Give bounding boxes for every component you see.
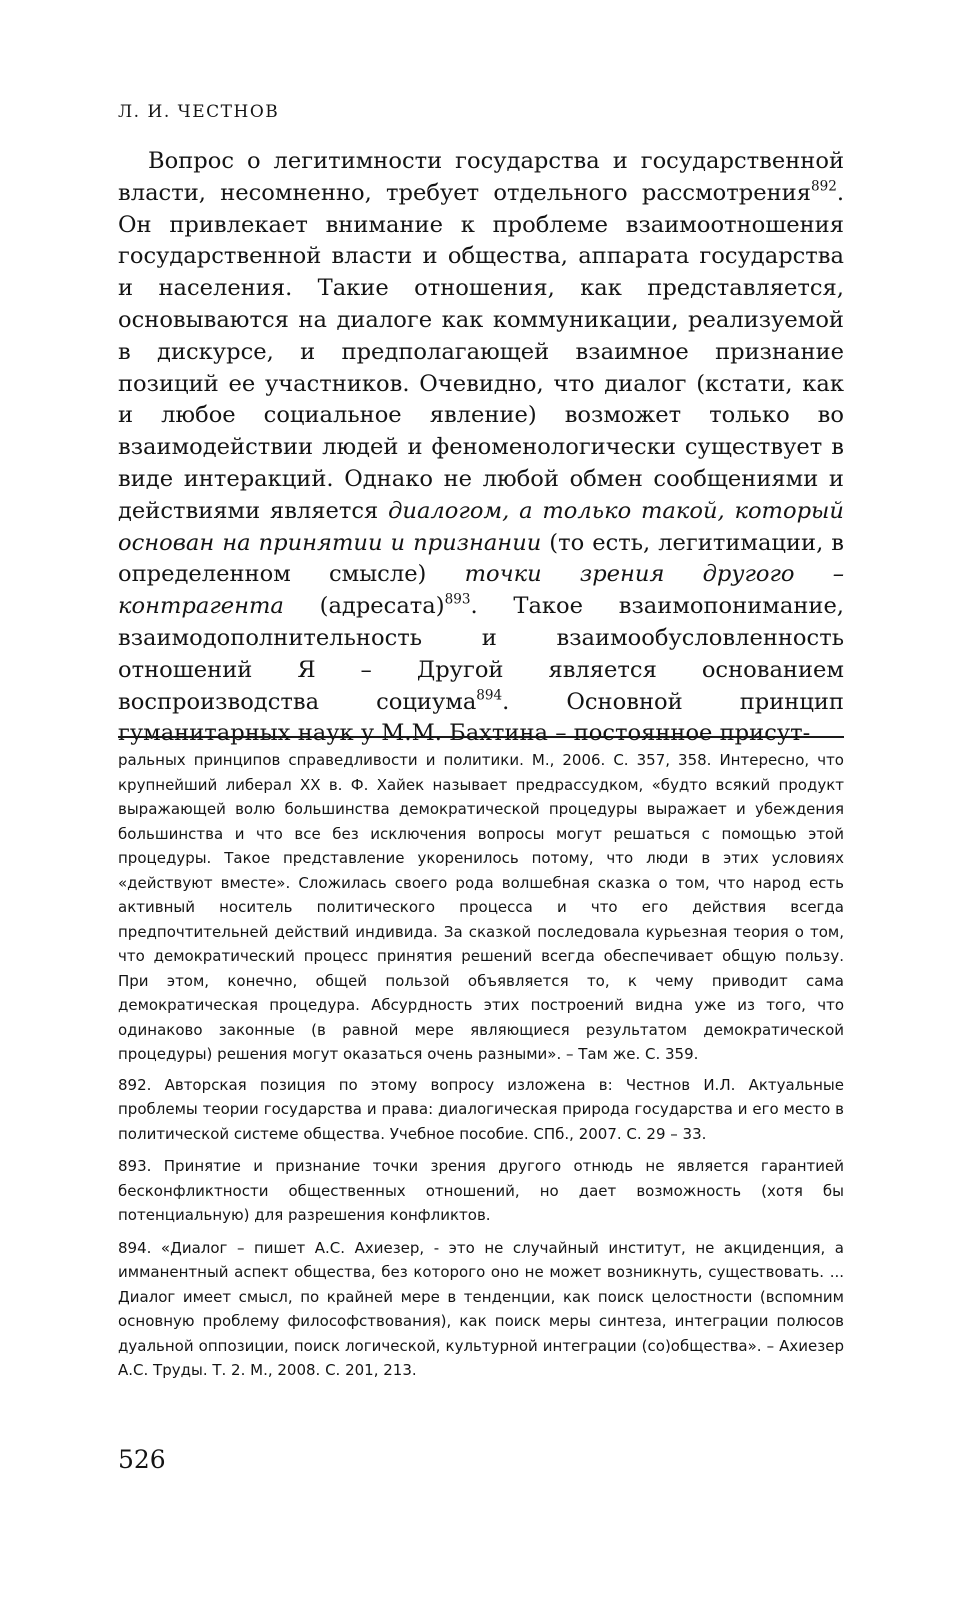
italic-segment: точки зрения другого – контрагента bbox=[118, 561, 845, 620]
text-segment: (то есть, легитимации, в определенном смысле) bbox=[118, 529, 844, 588]
page-number: 526 bbox=[118, 1445, 166, 1474]
footnote-ref-892: 892 bbox=[810, 178, 837, 195]
footnote-893: 893. Принятие и признание точки зрения другого отнюдь не является гарантией бесконфликтности общественных отношений, но дает возможность (хотя бы потенциальную) для разрешения конфликтов. bbox=[118, 1157, 844, 1224]
footnotes bbox=[118, 748, 844, 1391]
main-text bbox=[118, 146, 844, 750]
footnote-ref-894: 894 bbox=[476, 687, 503, 704]
footnote-continued: ральных принципов справедливости и политики. М., 2006. С. 357, 358. Интересно, что крупнейший либерал XX в. Ф. Хайек называет предрассудком, «будто всякий продукт выражающей волю большинства демократической процедуры выражает и убеждения большинства и что все без исключения вопросы могут решаться с помощью этой процедуры. Такое представление укоренилось потому, что люди в этих условиях «действуют вместе». Сложилась своего рода волшебная сказка о том, что народ есть активный носитель политического процесса и что его действия всегда предпочтительней действий индивида. За сказкой последовала курьезная теория о том, что демократический процесс принятия решений всегда обеспечивает общую пользу. При этом, конечно, общей пользой объявляется то, к чему приводит сама демократическая процедура. Абсурдность этих построений видна уже из того, что одинаково законные (в равной мере являющиеся результатом демократической процедуры) решения могут оказаться очень разными». – Там же. С. 359. bbox=[118, 751, 844, 1063]
footnote-892: 892. Авторская позиция по этому вопросу изложена в: Честнов И.Л. Актуальные проблемы теории государства и права: диалогическая природа государства и его место в политической системе общества. Учебное пособие. СПб., 2007. С. 29 – 33. bbox=[118, 1075, 844, 1143]
text-segment: . Такое взаимопонимание, взаимодополнительность и взаимообусловленность отношений Я – Другой является основанием воспроизводства социума bbox=[118, 593, 844, 715]
footnote-divider bbox=[118, 736, 844, 738]
text-segment: (адресата) bbox=[283, 593, 445, 620]
running-head: Л. И. ЧЕСТНОВ bbox=[118, 102, 280, 122]
text-segment: . Он привлекает внимание к проблеме взаимоотношения государственной власти и общества, аппарата государства и населения. Такие отношения, как представляется, основываются на диалоге как коммуникации, реализуемой в дискурсе, и предполагающей взаимное признание позиций ее участников. Очевидно, что диалог (кстати, как и любое социальное явление) возможет только во взаимодействии людей и феноменологически существует в виде интеракций. Однако не любой обмен сообщениями и действиями является bbox=[118, 179, 844, 524]
text-segment: Вопрос о легитимности государства и государственной власти, несомненно, требует отдельного рассмотрения bbox=[118, 148, 844, 206]
book-page bbox=[118, 0, 844, 1600]
footnote-ref-893: 893 bbox=[444, 591, 471, 608]
italic-segment: диалогом, а только такой, который основан на принятии и признании bbox=[118, 497, 844, 556]
text-segment: . Основной принцип гуманитарных наук у М.М. Бахтина – постоянное присут- bbox=[118, 688, 844, 747]
main-paragraph bbox=[118, 146, 844, 750]
footnote-894: 894. «Диалог – пишет А.С. Ахиезер, - это не случайный институт, не акциденция, а имманентный аспект общества, без которого оно не может возникнуть, существовать. ... Диалог имеет смысл, по крайней мере в тенденции, как поиск целостности (вспомним основную проблему философствования), как поиск меры синтеза, интеграции полюсов дуальной оппозиции, поиск логической, культурной интеграции (со)общества». – Ахиезер А.С. Труды. Т. 2. М., 2008. С. 201, 213. bbox=[118, 1238, 844, 1379]
